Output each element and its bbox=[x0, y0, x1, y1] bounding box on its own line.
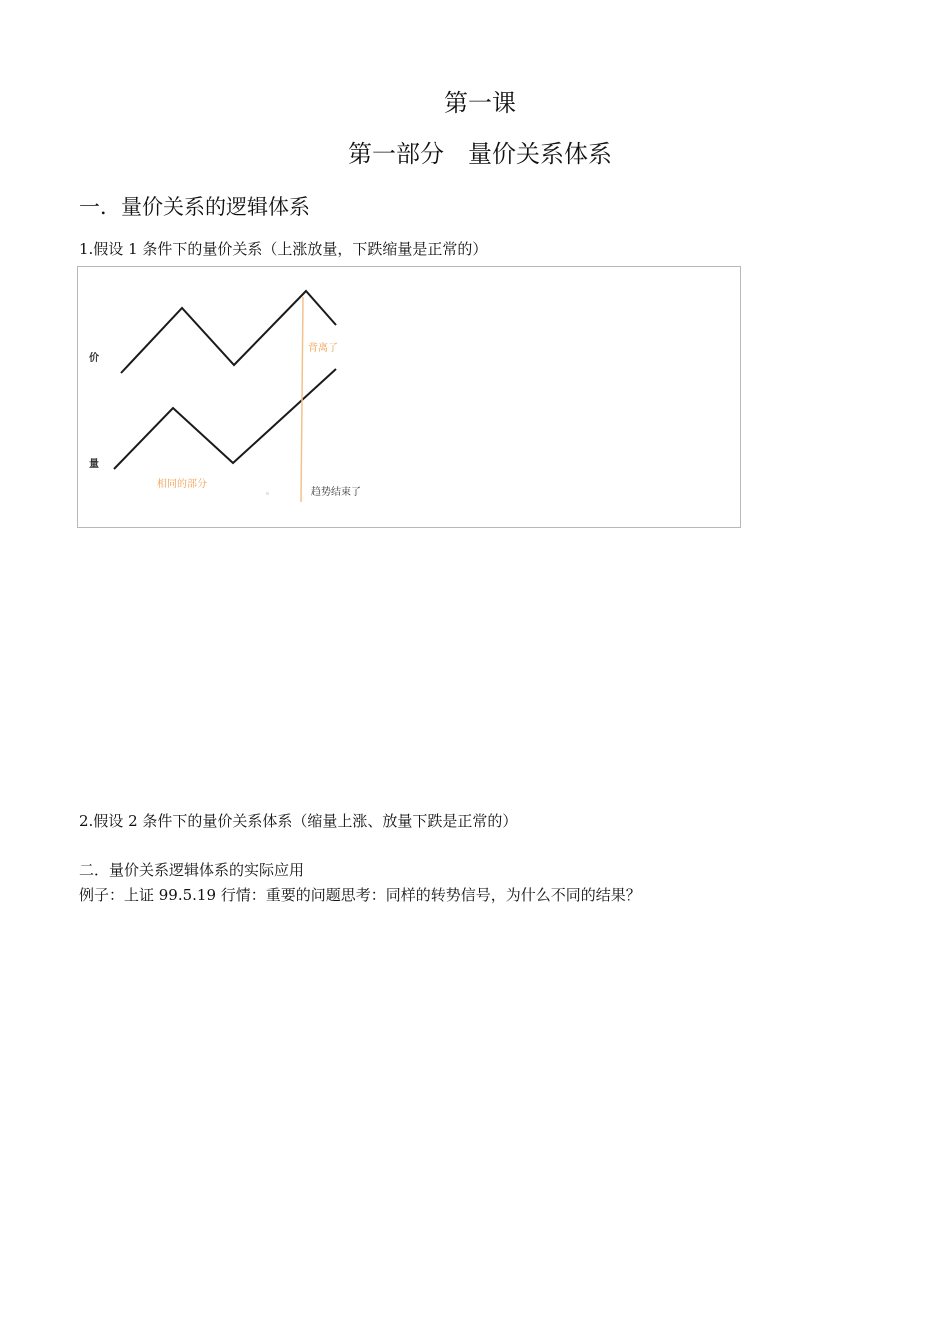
price-line bbox=[121, 291, 336, 373]
trend-end-marker-line bbox=[301, 297, 303, 502]
divergence-annotation: 背离了 bbox=[308, 343, 338, 354]
volume-axis-label: 量 bbox=[89, 459, 99, 470]
price-axis-label: 价 bbox=[89, 353, 99, 364]
assumption-1-text: 1.假设 1 条件下的量价关系（上涨放量，下跌缩量是正常的） bbox=[79, 240, 488, 258]
faint-mark bbox=[266, 492, 269, 495]
page-subtitle: 第一部分 量价关系体系 bbox=[348, 140, 612, 168]
section-heading-logic-system: 一．量价关系的逻辑体系 bbox=[79, 195, 310, 219]
assumption-2-text: 2.假设 2 条件下的量价关系体系（缩量上涨、放量下跌是正常的） bbox=[79, 812, 518, 830]
example-text: 例子：上证 99.5.19 行情：重要的问题思考：同样的转势信号，为什么不同的结果？ bbox=[79, 886, 641, 904]
trend-end-annotation: 趋势结束了 bbox=[311, 487, 361, 498]
page-title: 第一课 bbox=[444, 89, 516, 117]
same-part-annotation: 相同的部分 bbox=[157, 479, 207, 490]
section-heading-application: 二．量价关系逻辑体系的实际应用 bbox=[79, 861, 305, 879]
price-volume-diagram bbox=[77, 266, 741, 528]
